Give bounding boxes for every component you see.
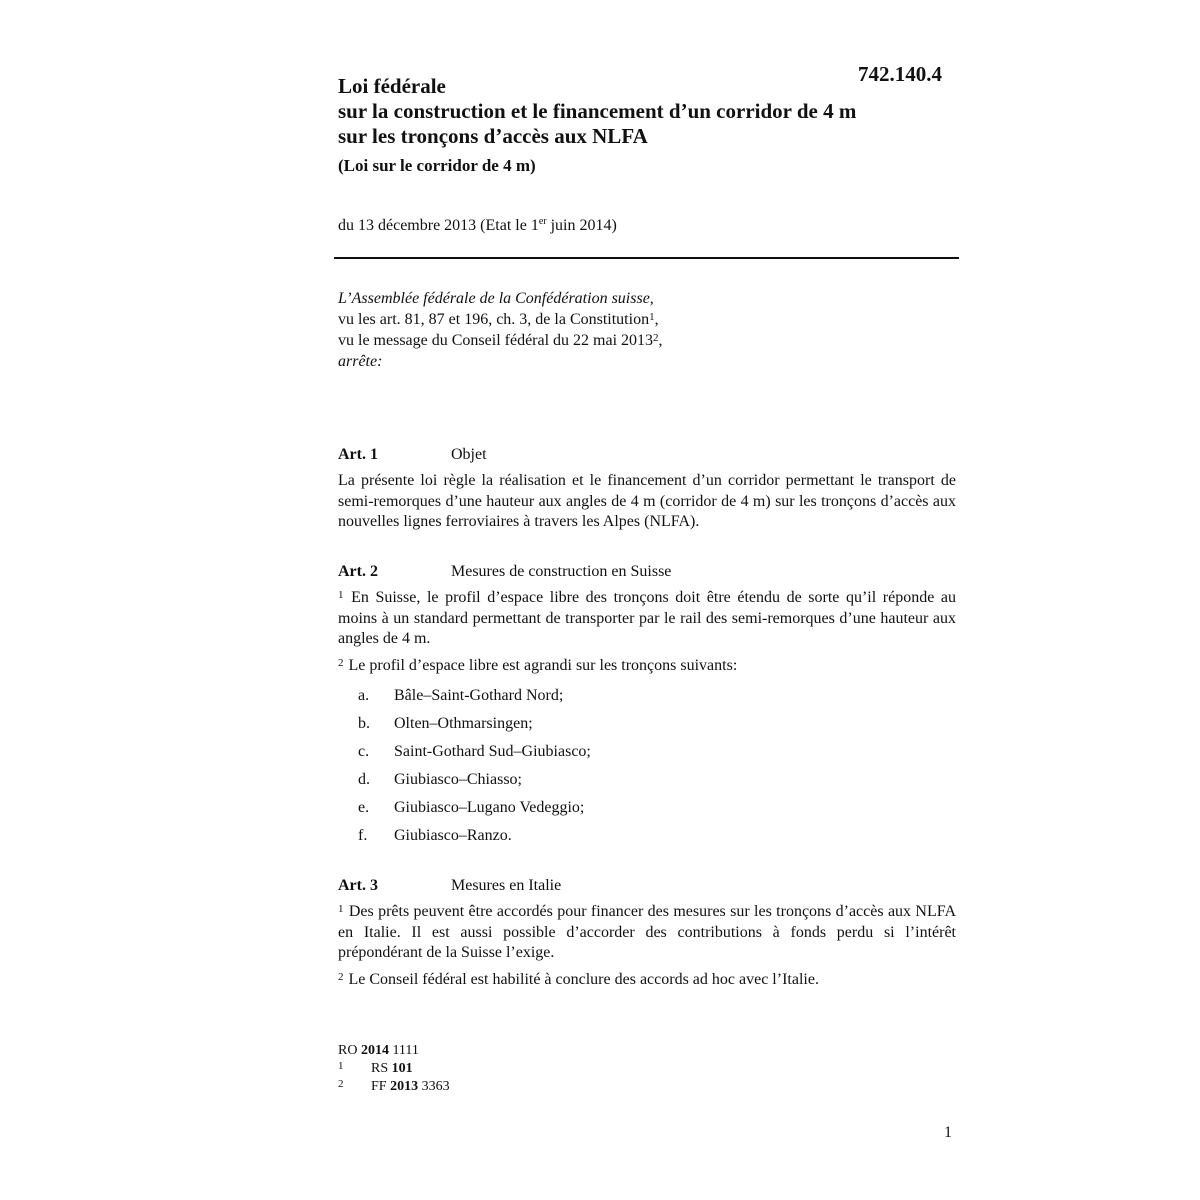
preamble-constitution-line: vu les art. 81, 87 et 196, ch. 3, de la Constitution$^1$,: [338, 311, 659, 328]
article-label: Art. 3: [338, 877, 378, 894]
preamble-message-line: vu le message du Conseil fédéral du 22 mai 2013$^2$,: [338, 332, 663, 349]
list-item: d. Giubiasco–Chiasso;: [358, 771, 522, 788]
article-heading: [338, 560, 956, 584]
short-title: (Loi sur le corridor de 4 m): [338, 156, 536, 175]
date-line: [338, 217, 617, 235]
list-item: a. Bâle–Saint-Gothard Nord;: [358, 687, 564, 704]
page-number: 1: [944, 1124, 952, 1141]
header-divider: [334, 257, 959, 259]
document-number: 742.140.4: [858, 62, 942, 86]
article-title: Mesures de construction en Suisse: [451, 563, 672, 580]
title-line-3: sur les tronçons d’accès aux NLFA: [338, 124, 648, 148]
preamble: [338, 288, 958, 372]
article-title: Mesures en Italie: [451, 877, 562, 894]
ro-reference: RO 2014 1111: [338, 1043, 419, 1058]
preamble-decree: arrête:: [338, 353, 383, 370]
footnote-text: RS 101: [371, 1061, 413, 1076]
footnote-ref-2[interactable]: 2: [653, 332, 659, 344]
date-suffix: juin 2014): [546, 217, 617, 234]
date-prefix: du 13 décembre 2013 (Etat le 1: [338, 217, 539, 234]
title-line-1: Loi fédérale: [338, 74, 446, 98]
article-paragraph: $^1$ En Suisse, le profil d’espace libre des tronçons doit être étendu de sorte qu’il réponde au moins à un standard permettant de transporter par le rail des semi-remorques d’une hauteur aux angles de 4 m.: [338, 589, 956, 647]
footnote-ref-1[interactable]: 1: [649, 311, 655, 323]
date-superscript: er: [538, 216, 547, 227]
article-label: Art. 2: [338, 563, 378, 580]
article-paragraph: $^1$ Des prêts peuvent être accordés pour financer des mesures sur les tronçons d’accès aux NLFA en Italie. Il est aussi possible d’accorder des contributions à fonds perdu si l’intérêt prépondérant de la Suisse l’exige.: [338, 903, 956, 961]
footnote-1: [338, 1060, 419, 1078]
preamble-assembly: L’Assemblée fédérale de la Confédération suisse,: [338, 290, 654, 307]
footnote-number: 1: [338, 1060, 344, 1072]
article-paragraph: $^2$ Le Conseil fédéral est habilité à conclure des accords ad hoc avec l’Italie.: [338, 970, 819, 988]
article-label: Art. 1: [338, 446, 378, 463]
list-item: b. Olten–Othmarsingen;: [358, 715, 533, 732]
article-title: Objet: [451, 446, 487, 463]
title-block: [338, 74, 978, 177]
article-paragraph: $^2$ Le profil d’espace libre est agrandi sur les tronçons suivants:: [338, 656, 738, 674]
list-item: e. Giubiasco–Lugano Vedeggio;: [358, 799, 585, 816]
paragraph-number: 1: [338, 589, 344, 601]
footnote-2: [338, 1078, 450, 1096]
footnote-text: FF 2013 3363: [371, 1079, 450, 1094]
article-heading: [338, 443, 956, 467]
article-heading: [338, 874, 956, 898]
paragraph-number: 2: [338, 656, 344, 669]
article-2: [338, 560, 956, 850]
footnote-number: 2: [338, 1078, 344, 1090]
article-1: [338, 443, 956, 539]
paragraph-number: 2: [338, 970, 344, 983]
list-item: c. Saint-Gothard Sud–Giubiasco;: [358, 743, 591, 760]
paragraph-number: 1: [338, 903, 344, 915]
list-item: f. Giubiasco–Ranzo.: [358, 827, 512, 844]
title-line-2: sur la construction et le financement d’un corridor de 4 m: [338, 99, 857, 123]
footer-references: [338, 1042, 450, 1096]
article-3: [338, 874, 956, 996]
article-paragraph: La présente loi règle la réalisation et le financement d’un corridor permettant le transport de semi-remorques d’une hauteur aux angles de 4 m (corridor de 4 m) sur les tronçons d’accès aux nouvelles lignes ferroviaires à travers les Alpes (NLFA).: [338, 472, 956, 530]
section-list: [338, 682, 956, 850]
